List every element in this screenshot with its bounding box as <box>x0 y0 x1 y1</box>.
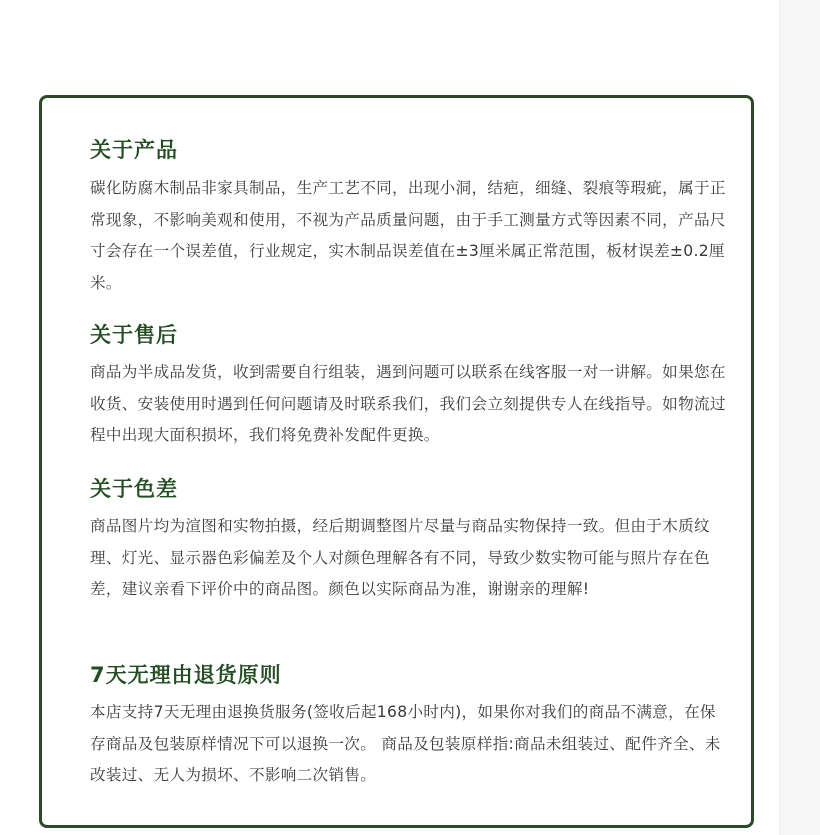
section-return-policy <box>90 661 730 792</box>
section-body: 本店支持7天无理由退换货服务(签收后起168小时内)，如果你对我们的商品不满意，在保存商品及包装原样情况下可以退换一次。 商品及包装原样指:商品未组装过、配件齐全、未改装过、无人为损坏、不影响二次销售。 <box>90 703 721 784</box>
section-title: 关于色差 <box>90 477 178 501</box>
section-color-difference <box>90 475 730 606</box>
section-body: 碳化防腐木制品非家具制品，生产工艺不同，出现小洞，结疤，细缝、裂痕等瑕疵，属于正常现象，不影响美观和使用，不视为产品质量问题，由于手工测量方式等因素不同，产品尺寸会存在一个误差值，行业规定，实木制品误差值在±3厘米属正常范围，板材误差±0.2厘米。 <box>90 179 726 292</box>
section-body: 商品图片均为渲图和实物拍摄，经后期调整图片尽量与商品实物保持一致。但由于木质纹理、灯光、显示器色彩偏差及个人对颜色理解各有不同，导致少数实物可能与照片存在色差，建议亲看下评价中的商品图。颜色以实际商品为准，谢谢亲的理解! <box>90 517 710 598</box>
section-after-sales <box>90 321 730 452</box>
right-scroll-strip <box>779 0 820 835</box>
section-about-product <box>90 136 730 299</box>
section-body: 商品为半成品发货，收到需要自行组装，遇到问题可以联系在线客服一对一讲解。如果您在收货、安装使用时遇到任何问题请及时联系我们，我们会立刻提供专人在线指导。如物流过程中出现大面积损坏，我们将免费补发配件更换。 <box>90 363 726 444</box>
section-title: 关于售后 <box>90 323 178 347</box>
section-title: 7天无理由退货原则 <box>90 663 282 687</box>
section-title: 关于产品 <box>90 138 178 162</box>
info-card <box>39 95 754 828</box>
